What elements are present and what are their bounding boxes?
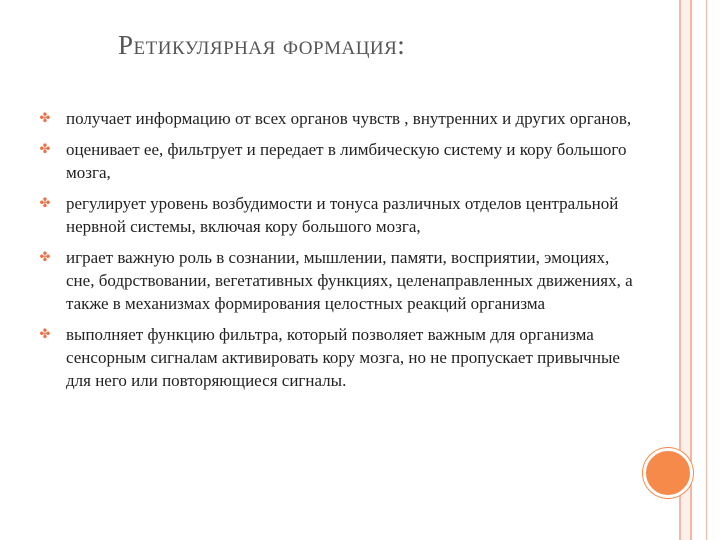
decorative-frame-line <box>690 0 692 540</box>
bullet-icon: ✤ <box>39 195 51 210</box>
bullet-text: оценивает ее, фильтрует и передает в лимбическую систему и кору большого мозга, <box>66 140 627 182</box>
bullet-item <box>38 107 638 130</box>
decorative-frame-line <box>706 0 707 540</box>
bullet-text: регулирует уровень возбудимости и тонуса различных отделов центральной нервной системы, включая кору большого мозга, <box>66 194 619 236</box>
bullet-item <box>38 138 638 184</box>
bullet-icon: ✤ <box>39 326 51 341</box>
bullet-text: получает информацию от всех органов чувств , внутренних и других органов, <box>66 109 632 128</box>
bullet-text: играет важную роль в сознании, мышлении, памяти, восприятии, эмоциях, сне, бодрствовании, вегетативных функциях, целенаправленных движениях, а также в механизмах формирования целостных реакций организма <box>66 248 633 313</box>
bullet-text: выполняет функцию фильтра, который позволяет важным для организма сенсорным сигналам активировать кору мозга, но не пропускает привычные для него или повторяющиеся сигналы. <box>66 325 620 390</box>
bullet-icon: ✤ <box>39 249 51 264</box>
slide-title: Ретикулярная формация: <box>118 30 406 60</box>
bullet-icon: ✤ <box>39 141 51 156</box>
bullet-list <box>38 107 638 400</box>
decorative-circle <box>643 448 693 498</box>
bullet-item <box>38 323 638 392</box>
bullet-item <box>38 192 638 238</box>
bullet-item <box>38 246 638 315</box>
bullet-icon: ✤ <box>39 110 51 125</box>
